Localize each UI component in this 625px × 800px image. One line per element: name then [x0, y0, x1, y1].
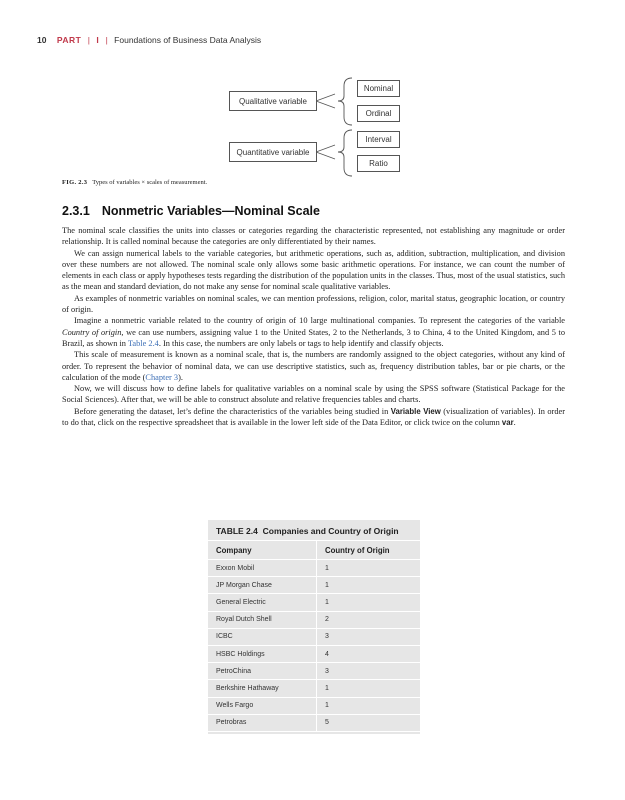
column-header-country: Country of Origin [317, 541, 421, 560]
figure-caption-text: Types of variables × scales of measurement. [92, 179, 208, 186]
company-cell: General Electric [208, 594, 317, 611]
qualitative-arrow-down [316, 101, 335, 108]
table-row [208, 714, 420, 731]
table-row [208, 697, 420, 714]
quantitative-arrow-down [316, 152, 335, 159]
page-number: 10 [37, 35, 47, 45]
paragraph-6: Now, we will discuss how to define labels for qualitative variables on a nominal scale by using the SPSS software (Statistical Package for the Social Sciences). After that, we will be able to construct absolute and relative frequencies tables and charts. [62, 384, 565, 405]
ratio-box: Ratio [357, 155, 400, 172]
qualitative-arrow-up [316, 94, 335, 101]
qualitative-variable-box: Qualitative variable [229, 91, 317, 111]
paragraph-5-part-b: ). [178, 372, 183, 382]
paragraph-4 [62, 315, 565, 349]
table-row [208, 577, 420, 594]
interval-box: Interval [357, 131, 400, 148]
country-code-cell: 5 [317, 714, 421, 731]
company-cell: ICBC [208, 628, 317, 645]
body-text [62, 225, 565, 428]
table-header-row [208, 541, 420, 560]
table-title [216, 526, 399, 536]
company-cell: Petrobras [208, 714, 317, 731]
paragraph-7-part-b: (visualization of variables). In order to do that, click on the respective spreadsheet that is available in the lower left side of the Data Editor, or click twice on the column [62, 406, 565, 428]
table-row [208, 680, 420, 697]
country-code-cell: 1 [317, 560, 421, 577]
figure-caption [62, 179, 207, 186]
paragraph-7-part-a: Before generating the dataset, let’s define the characteristics of the variables being studied in [74, 406, 391, 416]
table-row [208, 645, 420, 662]
chapter-3-link[interactable]: Chapter 3 [145, 372, 179, 382]
paragraph-7 [62, 406, 565, 429]
table-row [208, 628, 420, 645]
figure-caption-label: FIG. 2.3 [62, 179, 88, 186]
paragraph-5-part-a: This scale of measurement is known as a nominal scale, that is, the numbers are randomly assigned to the object categories, without any kind of order. To represent the behavior of nominal data, we can use descriptive statistics, such as, frequency distribution tables, bar or pie charts, or the calculation of the mode ( [62, 350, 565, 382]
country-code-cell: 3 [317, 663, 421, 680]
country-code-cell: 2 [317, 611, 421, 628]
table-row [208, 594, 420, 611]
title-separator: | [105, 35, 108, 45]
company-cell: Wells Fargo [208, 697, 317, 714]
brace-quantitative [338, 130, 352, 176]
table-row [208, 560, 420, 577]
country-code-cell: 1 [317, 577, 421, 594]
country-code-cell: 1 [317, 697, 421, 714]
quantitative-arrow-up [316, 145, 335, 152]
part-number: I [96, 35, 100, 45]
company-cell: Exxon Mobil [208, 560, 317, 577]
company-cell: PetroChina [208, 663, 317, 680]
paragraph-4-part-c: . In this case, the numbers are only labels or tags to help identify and classify objects. [158, 338, 444, 348]
country-code-cell: 3 [317, 628, 421, 645]
company-cell: JP Morgan Chase [208, 577, 317, 594]
table-row [208, 663, 420, 680]
country-code-cell: 4 [317, 645, 421, 662]
column-header-company: Company [208, 541, 317, 560]
company-cell: HSBC Holdings [208, 645, 317, 662]
company-cell: Royal Dutch Shell [208, 611, 317, 628]
section-title: Nonmetric Variables—Nominal Scale [101, 204, 320, 218]
book-title: Foundations of Business Data Analysis [114, 35, 262, 45]
paragraph-4-part-a: Imagine a nonmetric variable related to the country of origin of 10 large multinational companies. To represent the categories of the variable [74, 316, 565, 326]
paragraph-3: As examples of nonmetric variables on nominal scales, we can mention professions, religion, color, marital status, geographic location, or country of origin. [62, 293, 565, 315]
company-cell: Berkshire Hathaway [208, 680, 317, 697]
table-row [208, 611, 420, 628]
brace-qualitative [338, 78, 352, 125]
paragraph-2: We can assign numerical labels to the variable categories, but arithmetic operations, such as, addition, subtraction, multiplication, and division over these numbers are not allowed. The nominal scale only allows some basic arithmetic operations. For instance, we can count the number of elements in each class or apply hypotheses tests regarding the distribution of the population units in the classes. Thus, most of the usual statistics, such as the mean and standard deviation, do not make any sense for nominal scale qualitative variables. [62, 248, 565, 292]
table-label: TABLE 2.4 [216, 526, 258, 536]
table-2-4 [208, 520, 420, 734]
paragraph-7-part-c: . [513, 418, 516, 428]
section-heading [62, 204, 320, 218]
part-label: PART [56, 35, 82, 45]
var-term: var [501, 418, 514, 428]
part-separator: | [87, 35, 90, 45]
variable-view-term: Variable View [390, 406, 441, 416]
paragraph-5 [62, 349, 565, 383]
nominal-box: Nominal [357, 80, 400, 97]
ordinal-box: Ordinal [357, 105, 400, 122]
country-code-cell: 1 [317, 680, 421, 697]
paragraph-4-italic: Country of origin [62, 327, 122, 337]
country-code-cell: 1 [317, 594, 421, 611]
paragraph-1: The nominal scale classifies the units into classes or categories regarding the characteristic represented, not establishing any magnitude or order relationship. It is called nominal because the categories are only differentiated by their names. [62, 226, 565, 247]
table-title-text: Companies and Country of Origin [262, 526, 399, 536]
companies-table [208, 540, 420, 732]
table-2-4-link[interactable]: Table 2.4 [127, 338, 159, 348]
quantitative-variable-box: Quantitative variable [229, 142, 317, 162]
paragraph-4-part-b: , we can use numbers, assigning value 1 to the United States, 2 to the Netherlands, 3 to China, 4 to the United Kingdom, and 5 to Brazil, as shown in [62, 327, 565, 348]
section-number: 2.3.1 [62, 204, 90, 218]
